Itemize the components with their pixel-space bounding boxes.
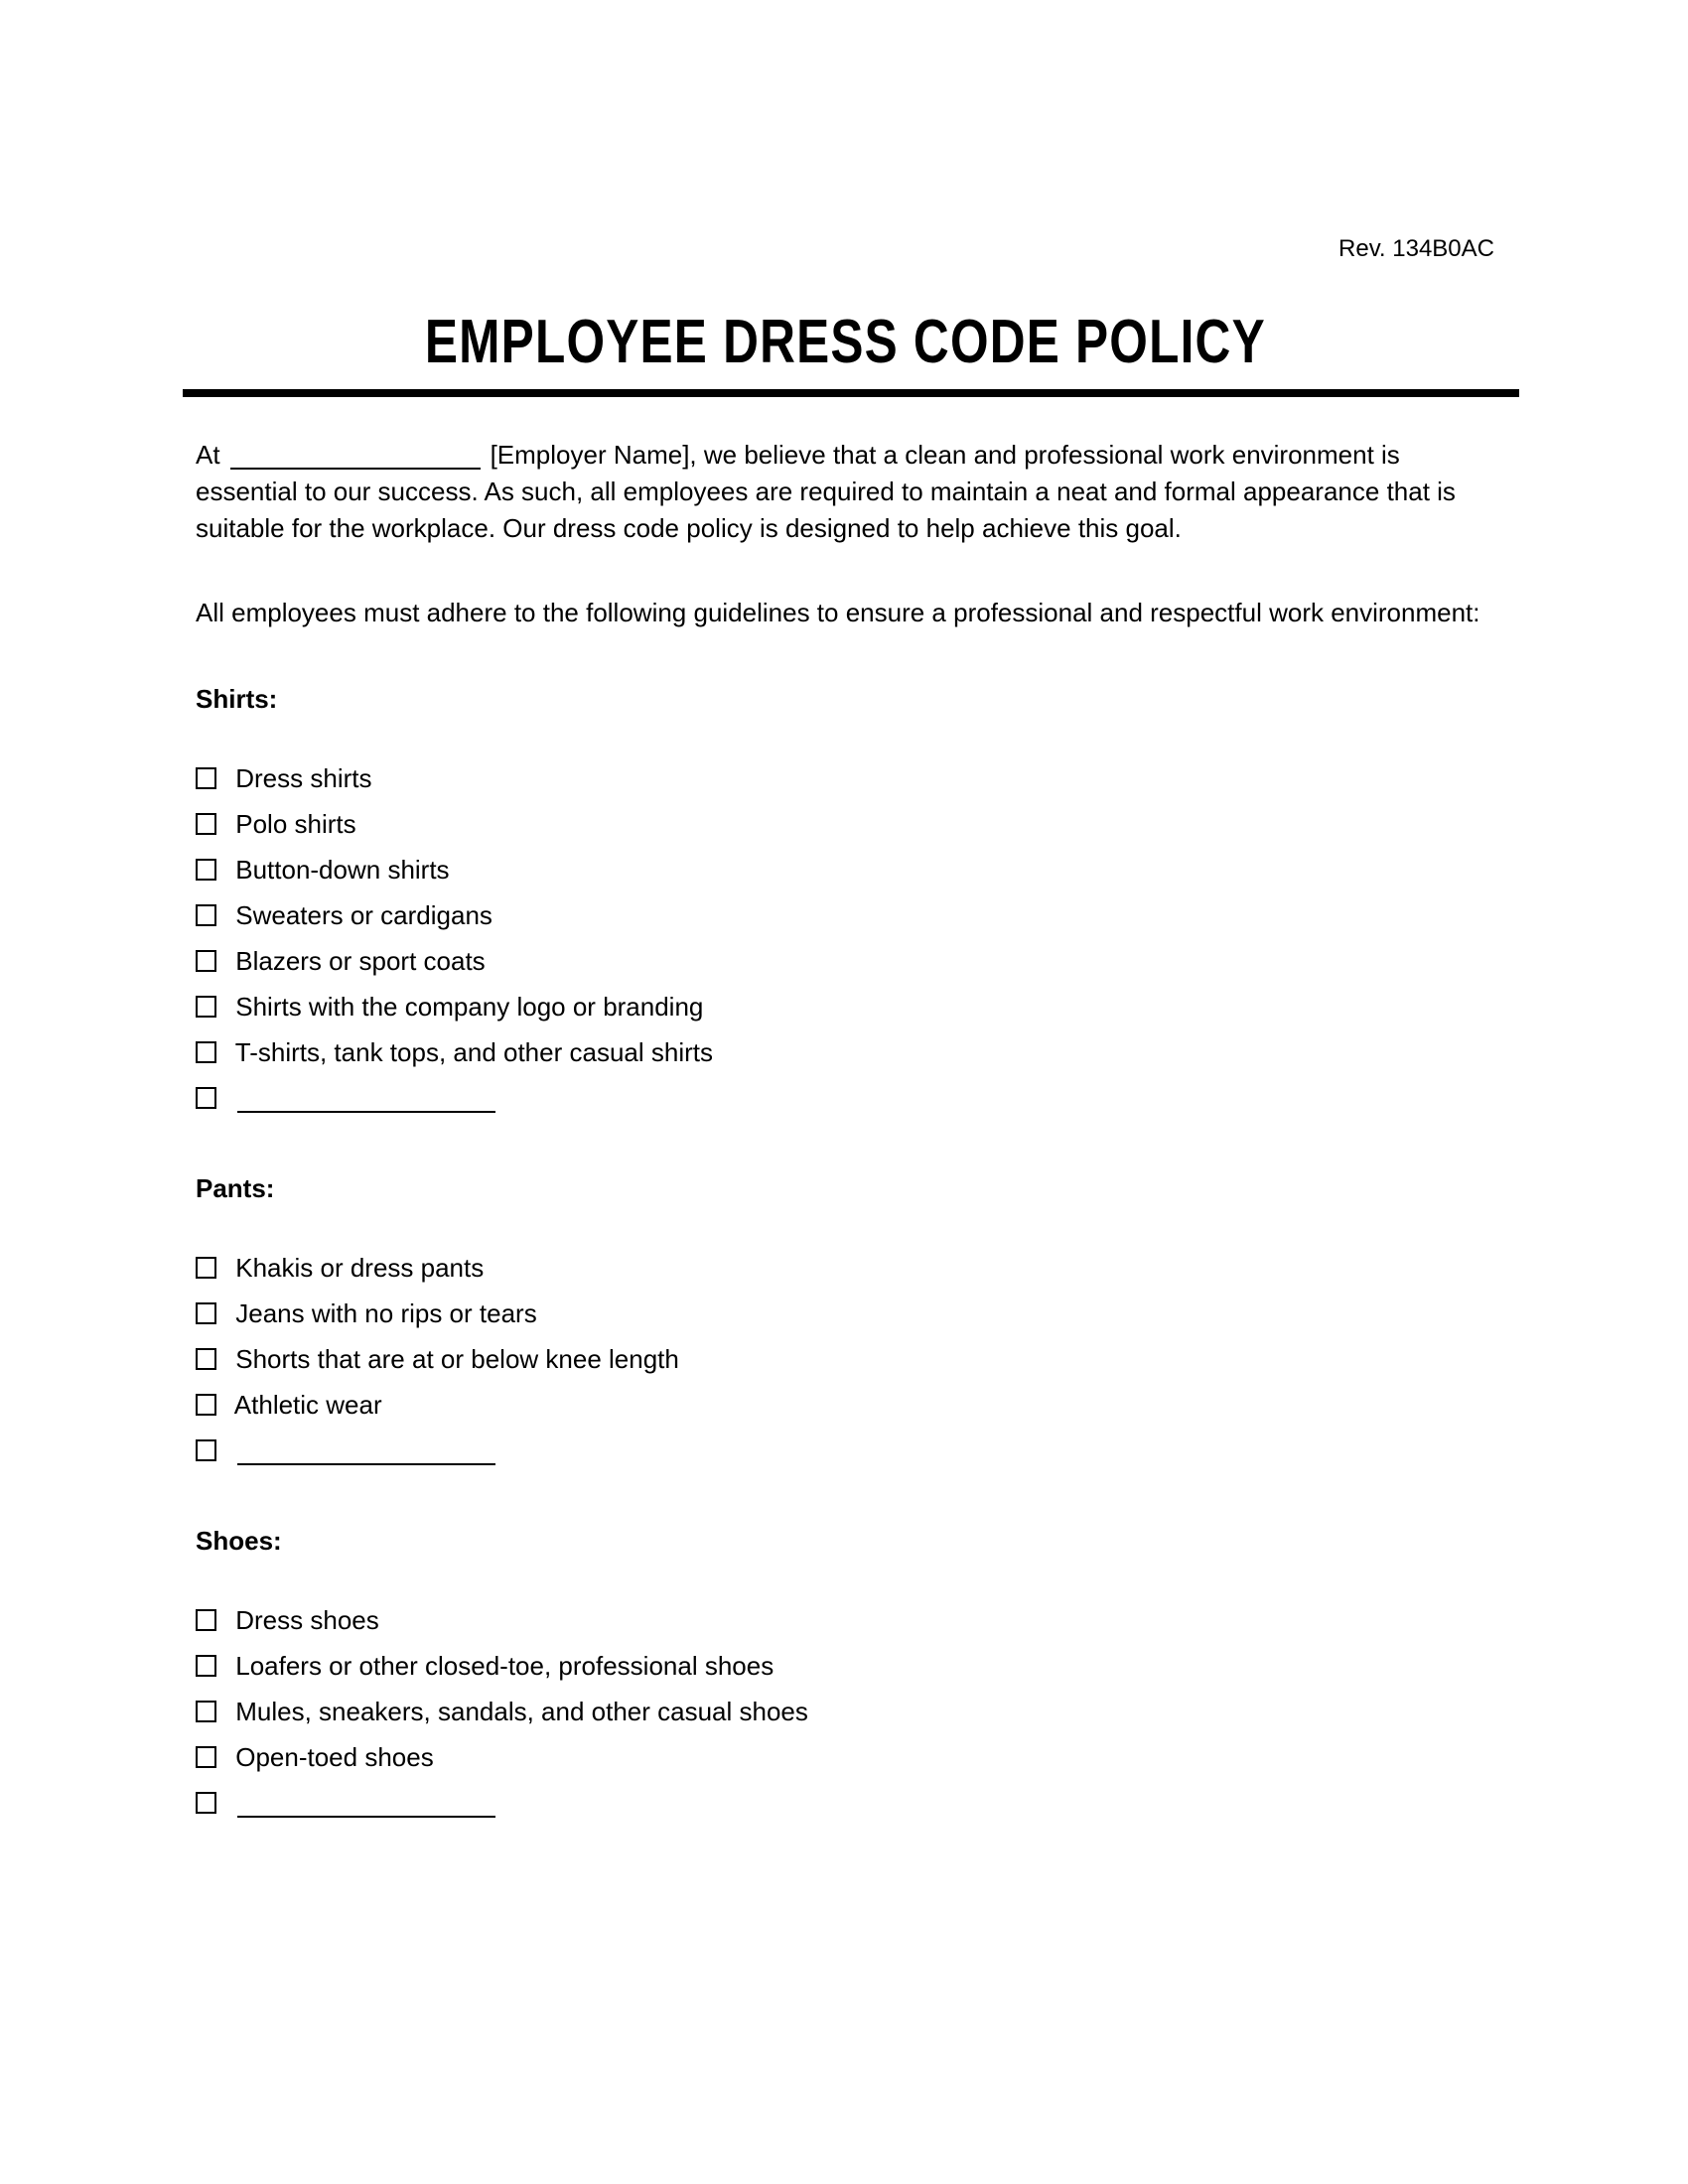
checklist-item-label: Shirts with the company logo or branding [235, 992, 704, 1022]
intro-prefix: At [196, 440, 220, 470]
checklist [196, 755, 1494, 1121]
checklist [196, 1245, 1494, 1473]
checkbox-icon[interactable] [196, 1041, 216, 1063]
checklist-item [196, 1029, 1494, 1075]
checklist-blank-item [196, 1075, 1494, 1121]
checklist-item-label: Dress shoes [235, 1605, 379, 1635]
checkbox-icon[interactable] [196, 950, 216, 972]
checkbox-icon[interactable] [196, 813, 216, 835]
intro-paragraph [196, 437, 1494, 547]
checkbox-icon[interactable] [196, 1746, 216, 1768]
checkbox-icon[interactable] [196, 1394, 216, 1416]
dress-code-section [196, 1170, 1494, 1473]
checklist-item-label: Mules, sneakers, sandals, and other casual shoes [235, 1697, 808, 1726]
guidelines-paragraph: All employees must adhere to the following guidelines to ensure a professional and respectful work environment: [196, 598, 1480, 627]
checklist-item [196, 1597, 1494, 1643]
checklist-blank-item [196, 1780, 1494, 1826]
write-in-blank-field[interactable] [237, 1463, 495, 1465]
checklist-item-label: T-shirts, tank tops, and other casual shirts [234, 1037, 713, 1067]
employer-name-blank-field[interactable] [230, 468, 481, 470]
checklist-item [196, 1245, 1494, 1291]
checkbox-icon[interactable] [196, 1792, 216, 1814]
checklist-item-label: Button-down shirts [235, 855, 450, 885]
checklist-item [196, 847, 1494, 892]
checklist-item [196, 892, 1494, 938]
checklist-item-label: Athletic wear [233, 1390, 382, 1420]
checkbox-icon[interactable] [196, 859, 216, 881]
checkbox-icon[interactable] [196, 904, 216, 926]
checkbox-icon[interactable] [196, 1655, 216, 1677]
checklist-item-label: Shorts that are at or below knee length [235, 1344, 679, 1374]
checklist-item [196, 755, 1494, 801]
intro-text: [Employer Name], we believe that a clean and professional work environment is essential to our success. As such, all employees are required to maintain a neat and formal appearance that is suitable for the workplace. Our dress code policy is designed to help achieve this goal. [196, 440, 1456, 543]
checkbox-icon[interactable] [196, 996, 216, 1018]
checklist-item-label: Dress shirts [235, 763, 372, 793]
checklist-blank-item [196, 1428, 1494, 1473]
checklist-item [196, 1689, 1494, 1734]
document-title-text: EMPLOYEE DRESS CODE POLICY [424, 308, 1266, 376]
checklist-item [196, 1291, 1494, 1336]
checkbox-icon[interactable] [196, 1257, 216, 1279]
sections-container [196, 681, 1494, 1826]
document-title [196, 308, 1494, 377]
section-heading: Shoes: [196, 1526, 282, 1556]
checklist-item [196, 1734, 1494, 1780]
checklist-item-label: Polo shirts [235, 809, 356, 839]
section-heading: Shirts: [196, 684, 278, 714]
checkbox-icon[interactable] [196, 1701, 216, 1722]
checkbox-icon[interactable] [196, 1302, 216, 1324]
checklist-item-label: Blazers or sport coats [235, 946, 486, 976]
checklist [196, 1597, 1494, 1826]
checkbox-icon[interactable] [196, 1609, 216, 1631]
checklist-item [196, 1336, 1494, 1382]
checklist-item-label: Loafers or other closed-toe, professional shoes [235, 1651, 774, 1681]
checklist-item [196, 984, 1494, 1029]
checklist-item-label: Khakis or dress pants [235, 1253, 485, 1283]
section-heading: Pants: [196, 1173, 275, 1203]
checklist-item-label: Jeans with no rips or tears [235, 1298, 537, 1328]
checklist-item [196, 938, 1494, 984]
revision-label: Rev. 134B0AC [1338, 235, 1494, 262]
dress-code-section [196, 1523, 1494, 1826]
checklist-item-label: Sweaters or cardigans [235, 900, 492, 930]
checkbox-icon[interactable] [196, 1439, 216, 1461]
checklist-item [196, 801, 1494, 847]
checkbox-icon[interactable] [196, 1348, 216, 1370]
checklist-item [196, 1382, 1494, 1428]
checklist-item [196, 1643, 1494, 1689]
title-rule [183, 389, 1519, 397]
write-in-blank-field[interactable] [237, 1816, 495, 1818]
write-in-blank-field[interactable] [237, 1111, 495, 1113]
dress-code-section [196, 681, 1494, 1121]
checkbox-icon[interactable] [196, 767, 216, 789]
checkbox-icon[interactable] [196, 1087, 216, 1109]
checklist-item-label: Open-toed shoes [235, 1742, 434, 1772]
